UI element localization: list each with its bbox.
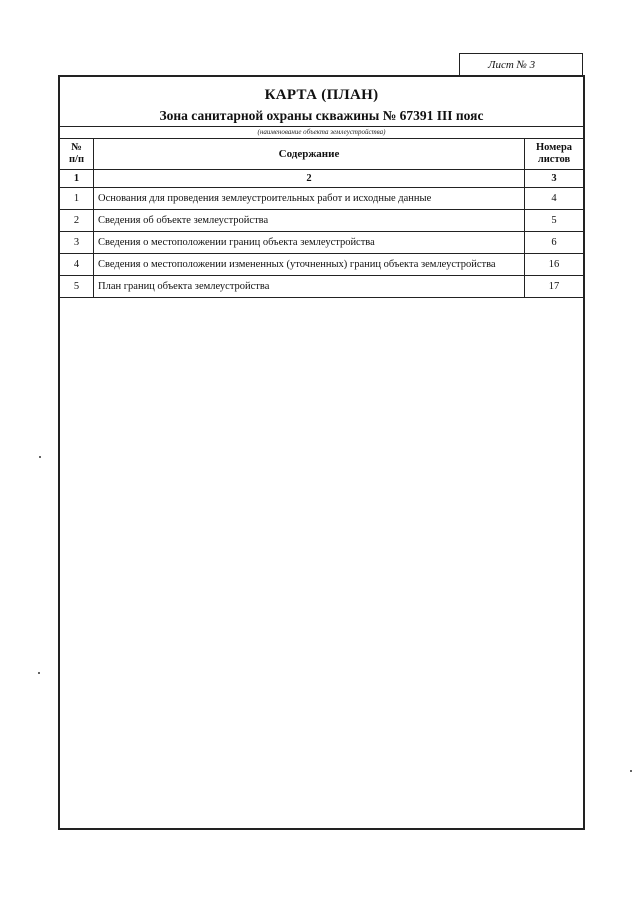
header-sheets <box>525 139 584 170</box>
header-number-line2: п/п <box>68 154 85 165</box>
row-number: 1 <box>60 188 94 210</box>
object-name-underline <box>60 126 583 127</box>
header-number <box>60 139 94 170</box>
scan-speck <box>630 770 632 772</box>
row-number: 3 <box>60 232 94 254</box>
row-sheet-number: 16 <box>525 254 584 276</box>
table-row <box>60 232 583 254</box>
document-title: КАРТА (ПЛАН) <box>264 87 379 103</box>
header-number-line1: № <box>71 142 82 153</box>
scan-speck <box>39 456 41 458</box>
row-content: Основания для проведения землеустроительных работ и исходные данные <box>94 188 525 210</box>
header-sheets-line1: Номера <box>535 142 573 153</box>
object-name: Зона санитарной охраны скважины № 67391 III пояс <box>159 108 484 123</box>
sheet-number-box <box>459 53 583 76</box>
table-body <box>60 170 583 298</box>
object-name-caption: (наименование объекта землеустройства) <box>257 128 386 136</box>
sheet-number-label: Лист № 3 <box>488 59 536 71</box>
column-index-1: 1 <box>60 170 94 188</box>
header-content: Содержание <box>94 139 525 170</box>
row-content: Сведения о местоположении измененных (уточненных) границ объекта землеустройства <box>94 254 525 276</box>
row-sheet-number: 5 <box>525 210 584 232</box>
column-index-row <box>60 170 583 188</box>
row-number: 2 <box>60 210 94 232</box>
table-row <box>60 254 583 276</box>
scan-speck <box>38 672 40 674</box>
header-sheets-line2: листов <box>537 154 571 165</box>
row-content: Сведения об объекте землеустройства <box>94 210 525 232</box>
row-sheet-number: 6 <box>525 232 584 254</box>
table-header-row <box>60 139 583 170</box>
row-content: План границ объекта землеустройства <box>94 276 525 298</box>
table-row <box>60 276 583 298</box>
row-sheet-number: 17 <box>525 276 584 298</box>
document-frame <box>58 75 585 830</box>
row-content: Сведения о местоположении границ объекта землеустройства <box>94 232 525 254</box>
column-index-3: 3 <box>525 170 584 188</box>
table-row <box>60 210 583 232</box>
column-index-2: 2 <box>94 170 525 188</box>
row-number: 5 <box>60 276 94 298</box>
table-row <box>60 188 583 210</box>
row-number: 4 <box>60 254 94 276</box>
contents-table <box>60 139 583 298</box>
row-sheet-number: 4 <box>525 188 584 210</box>
